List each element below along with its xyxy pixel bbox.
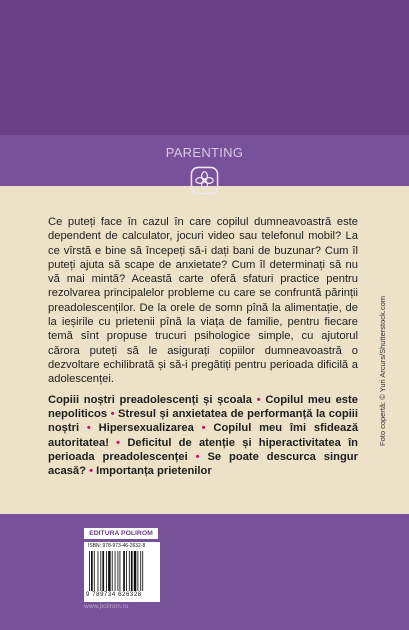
barcode-bar — [126, 551, 127, 591]
barcode-bar — [131, 551, 133, 591]
barcode-bar — [118, 551, 119, 591]
series-label: PARENTING — [165, 145, 244, 160]
topic-separator: • — [86, 422, 91, 435]
topics-list — [48, 393, 358, 478]
isbn-barcode-box — [84, 542, 160, 602]
barcode-bar — [134, 551, 137, 591]
topic-separator: • — [195, 450, 200, 463]
topic-separator: • — [116, 436, 121, 449]
barcode-bar — [140, 551, 141, 591]
barcode-bar — [100, 551, 101, 591]
topic-item: Se poate descurca singur acasă? — [48, 450, 358, 478]
top-purple-band — [0, 0, 409, 135]
barcode-bar — [102, 551, 104, 591]
topic-separator: • — [89, 465, 93, 478]
barcode — [88, 551, 156, 591]
barcode-bar — [137, 551, 138, 591]
topic-separator: • — [256, 394, 261, 406]
barcode-bar — [112, 551, 113, 591]
barcode-bar — [89, 551, 90, 591]
barcode-bar — [94, 551, 95, 591]
topic-item: Stresul și anxietatea de performanță la copiii noștri — [48, 408, 359, 435]
topic-separator: • — [110, 408, 115, 421]
topic-item: Importanța prietenilor — [96, 465, 212, 478]
barcode-number: 9 789734 626328 — [86, 592, 142, 598]
bottom-purple-band — [0, 514, 409, 630]
isbn-number: ISBN: 978-973-46-2632-8 — [88, 543, 146, 549]
topic-item: Hipersexualizarea — [98, 422, 194, 435]
description-paragraph: Ce puteți face în cazul în care copilul dumneavoastră este dependent de calculator, jocuri video sau telefonul mobil? La ce vîrstă e bine să începeți să-i dați bani de buzunar? Cum îl puteți ajuta să scape de anxietate? Cum îl determinați să nu vă mai mintă? Această carte oferă sfaturi practice pentru rezolvarea principalelor probleme cu care se confruntă părinții preadolescenților. De la orele de somn pînă la alimentație, de la ieșirile cu prietenii pînă la viața de familie, pentru fiecare temă sînt propuse trucuri psihologice simple, cu ajutorul cărora puteți să le asigurați copiilor dumneavoastră o dezvoltare echilibrată și să-i pregătiți pentru perioada dificilă a adolescenței. — [48, 216, 358, 386]
topic-separator: • — [201, 422, 206, 435]
barcode-bar — [142, 551, 143, 591]
barcode-bar — [123, 551, 125, 591]
barcode-bar — [106, 551, 107, 591]
topic-item: Copilul meu îmi sfidează autoritatea! — [48, 422, 359, 449]
photo-credit: Foto copertă: © Yuri Arcurs/Shutterstock.com — [378, 295, 387, 446]
flower-logo-icon — [190, 166, 219, 195]
barcode-bar — [115, 551, 116, 591]
barcode-bar — [129, 551, 130, 591]
barcode-bar — [120, 551, 121, 591]
publisher-website: www.polirom.ro — [84, 603, 129, 610]
publisher-name: EDITURA POLIROM — [84, 528, 158, 539]
topic-item: Copiii noștri preadolescenți și școala — [48, 394, 253, 406]
barcode-bar — [98, 551, 99, 591]
barcode-bar — [91, 551, 93, 591]
barcode-bar — [108, 551, 111, 591]
topic-item: Deficitul de atenție și hiperactivitatea în perioada preadolescenței — [48, 436, 359, 463]
topic-item: Copilul meu este nepoliticos — [48, 394, 358, 421]
